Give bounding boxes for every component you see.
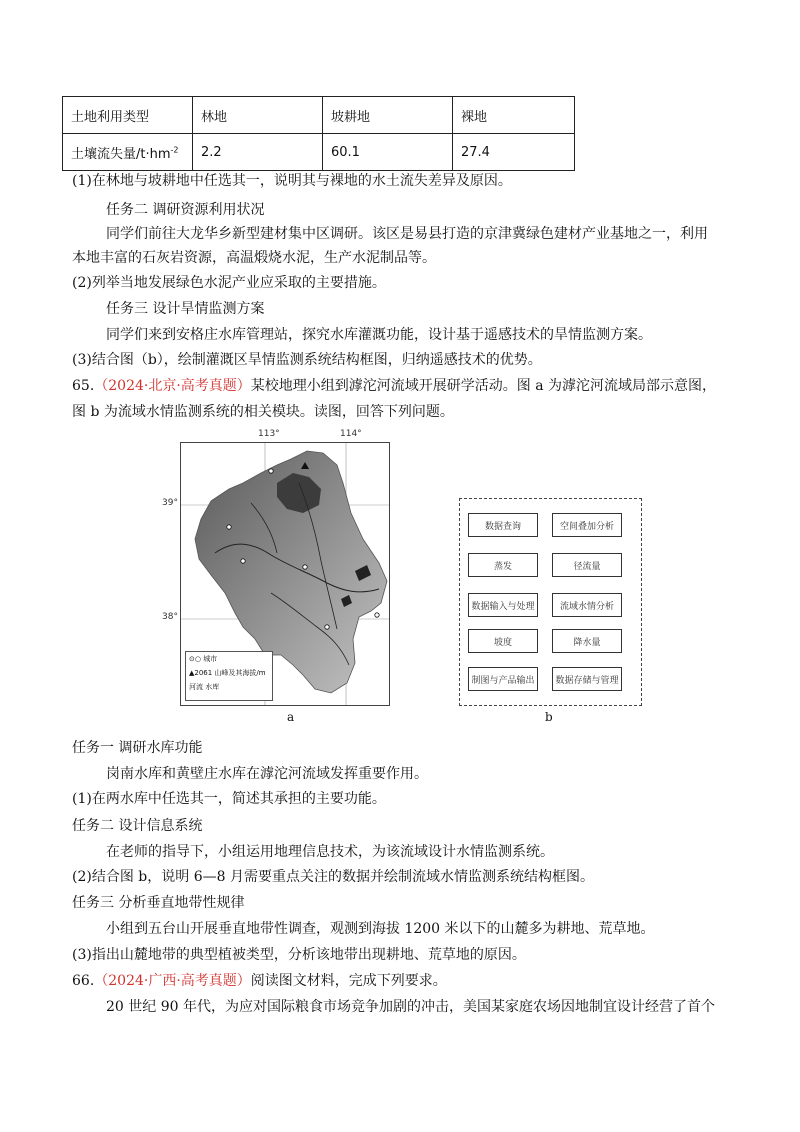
task-2-title-b: 任务二 设计信息系统 [72,818,203,834]
question-source: （2024·北京·高考真题） [94,378,251,394]
table-header-cell: 坡耕地 [323,97,453,134]
module-box: 流域水情分析 [552,593,622,617]
figure-caption: a [287,710,295,724]
question-3: (3)结合图（b），绘制灌溉区旱情监测系统结构框图，归纳遥感技术的优势。 [72,352,542,368]
city-marker [227,525,231,529]
map-legend [185,651,273,701]
module-box: 数据输入与处理 [468,593,538,617]
table-row-label: 土壤流失量$/t\cdot hm^{-2}$ [63,134,193,171]
question-1: (1)在林地与坡耕地中任选其一，说明其与裸地的水土流失差异及原因。 [72,173,512,189]
question-source: （2024·广西·高考真题） [94,973,251,989]
latitude-label: 38° [162,612,178,622]
question-number: 65. [72,378,95,394]
table-header-cell: 土地利用类型 [63,97,193,134]
module-box: 降水量 [552,629,622,653]
task-3-title: 任务三 设计旱情监测方案 [106,301,265,317]
watershed-map [180,442,390,706]
question-2: (2)列举当地发展绿色水泥产业应采取的主要措施。 [72,275,386,291]
task-1-paragraph: 岗南水库和黄壁庄水库在滹沱河流域发挥重要作用。 [106,766,428,782]
legend-item: ⊙○ 城市 [189,655,218,663]
table-header-cell: 林地 [193,97,323,134]
longitude-label: 114° [340,429,362,439]
city-marker [375,613,379,617]
city-marker [303,565,307,569]
monitoring-module-diagram [459,498,642,706]
task-3-title-b: 任务三 分析垂直地带性规律 [72,895,245,911]
task-3-question: (3)指出山麓地带的典型植被类型，分析该地带出现耕地、荒草地的原因。 [72,947,526,963]
city-marker [325,625,329,629]
task-2-question: (2)结合图 b，说明 6—8 月需要重点关注的数据并绘制流域水情监测系统结构框图。 [72,869,594,885]
question-66-header [72,971,447,991]
question-text: 某校地理小组到滹沱河流域开展研学活动。图 a 为滹沱河流域局部示意图， [250,378,717,394]
legend-item: ▲2061 山峰及其海拔/m [189,669,266,677]
module-box: 蒸发 [468,553,538,577]
city-marker [241,559,245,563]
longitude-label: 113° [258,429,280,439]
table-cell: 60.1 [323,134,453,171]
latitude-label: 39° [162,498,178,508]
task-2-title: 任务二 调研资源利用状况 [106,202,265,218]
module-box: 径流量 [552,553,622,577]
table-cell: 2.2 [193,134,323,171]
task-3-paragraph: 同学们来到安格庄水库管理站，探究水库灌溉功能，设计基于遥感技术的旱情监测方案。 [106,327,652,343]
task-2-paragraph: 同学们前往大龙华乡新型建材集中区调研。该区是易县打造的京津冀绿色建材产业基地之一，利用 [106,226,708,242]
city-marker [269,469,273,473]
table-header-row [63,97,575,134]
module-box: 坡度 [468,629,538,653]
module-box: 制图与产品输出 [468,667,538,691]
figure-caption: b [545,710,553,724]
task-2-paragraph-b: 在老师的指导下，小组运用地理信息技术，为该流域设计水情监测系统。 [106,844,554,860]
module-box: 空间叠加分析 [552,513,622,537]
task-1-title: 任务一 调研水库功能 [72,740,203,756]
task-3-paragraph-b: 小组到五台山开展垂直地带性调查，观测到海拔 1200 米以下的山麓多为耕地、荒草地。 [106,921,655,937]
question-65-header [72,376,716,396]
task-2-paragraph-cont: 本地丰富的石灰岩资源，高温煅烧水泥，生产水泥制品等。 [72,250,436,266]
question-number: 66. [72,973,95,989]
module-box: 数据存储与管理 [552,667,622,691]
legend-item: 河流 水库 [189,683,220,691]
table-cell: 27.4 [453,134,575,171]
question-text: 阅读图文材料，完成下列要求。 [250,973,447,989]
table-row [63,134,575,171]
soil-loss-table [62,96,575,171]
task-1-question: (1)在两水库中任选其一，简述其承担的主要功能。 [72,791,386,807]
module-box: 数据查询 [468,513,538,537]
question-66-paragraph: 20 世纪 90 年代，为应对国际粮食市场竞争加剧的冲击，美国某家庭农场因地制宜设计经营了首个 [106,999,715,1015]
table-header-cell: 裸地 [453,97,575,134]
question-65-text-cont: 图 b 为流域水情监测系统的相关模块。读图，回答下列问题。 [72,404,454,420]
